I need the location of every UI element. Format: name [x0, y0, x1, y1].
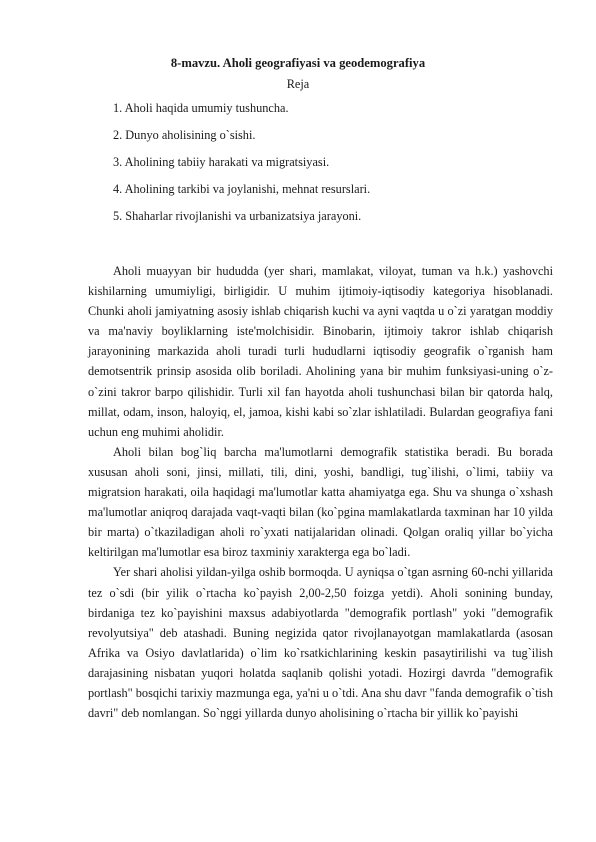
plan-item: 5. Shaharlar rivojlanishi va urbanizatsiya jarayoni. [113, 209, 362, 223]
plan-item: 1. Aholi haqida umumiy tushuncha. [113, 101, 289, 115]
body-text [88, 261, 553, 723]
plan-list [113, 100, 553, 235]
paragraph: Yer shari aholisi yildan-yilga oshib bormoqda. U ayniqsa o`tgan asrning 60-nchi yillarida tez o`sdi (bir yilik o`rtacha ko`payish 2,00-2,50 foizga yetdi). Aholi sonining bunday, birdaniga tez ko`payishini maxsus adabiyotlarda "demografik portlash" yoki "demografik revolyutsiya" deb atashadi. Buning negizida qator rivojlanayotgan mamlakatlarda (asosan Afrika va Osiyo davlatlarida) o`lim ko`rsatkichlarining keskin pasaytirilishi va tug`ilish darajasining nisbatan yuqori holatda saqlanib qolishi yotadi. Hozirgi davrda "demografik portlash" bosqichi tarixiy mazmunga ega, ya'ni u o`tdi. Ana shu davr "fanda demografik o`tish davri" deb nomlangan. So`nggi yillarda dunyo aholisining o`rtacha bir yillik ko`payishi [88, 565, 553, 721]
plan-item: 3. Aholining tabiiy harakati va migratsiyasi. [113, 155, 330, 169]
paragraph: Aholi muayyan bir hududda (yer shari, mamlakat, viloyat, tuman va h.k.) yashovchi kishilarning umumiyligi, birligidir. U muhim ijtimoiy-iqtisodiy kategoriya hisoblanadi. Chunki aholi jamiyatning asosiy ishlab chiqarish kuchi va ayni vaqtda u o`zi yaratgan moddiy va ma'naviy boyliklarning iste'molchisidir. Binobarin, ijtimoiy takror ishlab chiqarish jarayonining markazida aholi turadi turli hududlarni iqtisodiy geografik o`rganish ham demotsentrik prinsip asosida olib boriladi. Aholining yana bir muhim funksiyasi-uning o`z-o`zini takror barpo qilishidir. Turli xil fan hayotda aholi tushunchasi bilan bir qatorda halq, millat, odam, inson, haloyiq, el, jamoa, kishi kabi so`zlar ishlatiladi. Bulardan geografiya fani uchun eng muhimi aholidir. [88, 264, 553, 439]
plan-item: 2. Dunyo aholisining o`sishi. [113, 128, 256, 142]
document-title: 8-mavzu. Aholi geografiyasi va geodemografiya [170, 56, 426, 70]
plan-heading: Reja [286, 77, 310, 91]
paragraph: Aholi bilan bog`liq barcha ma'lumotlarni demografik statistika beradi. Bu borada xususan aholi soni, jinsi, millati, tili, dini, yoshi, bandligi, tug`ilishi, o`limi, tabiiy va migratsion harakati, oila haqidagi ma'lumotlar katta ahamiyatga ega. Shu va shunga o`xshash ma'lumotlar aniqroq darajada vaqt-vaqti bilan (ko`pgina mamlakatlarda taxminan har 10 yilda bir marta) o`tkaziladigan aholi ro`yxati natijalaridan olinadi. Qolgan oraliq yillar bo`yicha keltirilgan ma'lumotlar esa biroz taxminiy xarakterga ega bo`ladi. [88, 444, 553, 560]
plan-item: 4. Aholining tarkibi va joylanishi, mehnat resurslari. [113, 182, 371, 196]
